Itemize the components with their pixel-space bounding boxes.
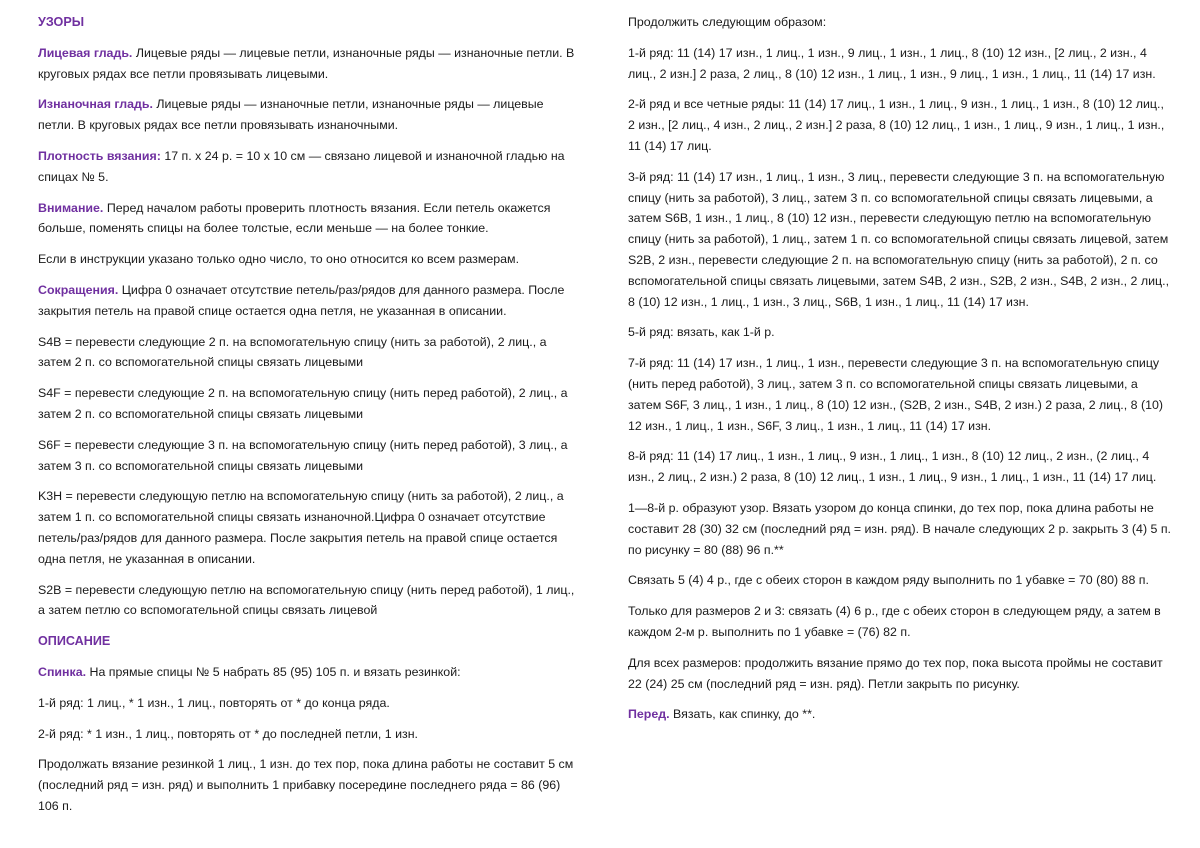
paragraph-row-1: 1-й ряд: 11 (14) 17 изн., 1 лиц., 1 изн., 9 лиц., 1 изн., 1 лиц., 8 (10) 12 изн., [2 лиц., 2 изн., 4 лиц., 2 изн.] 2 раза, 2 лиц., 8 (10) 12 изн., 1 лиц., 1 изн., 9 лиц., 1 изн., 1 лиц., 11 (14) 17 изн.: [628, 45, 1156, 81]
term-front: Перед.: [628, 707, 670, 722]
paragraph-abbreviations: [38, 280, 578, 322]
paragraph-pattern-repeat: 1—8-й р. образуют узор. Вязать узором до конца спинки, до тех пор, пока длина работы не составит 28 (30) 32 см (последний ряд = изн. ряд). В начале следующих 2 р. закрыть 3 (4) 5 п. по рисунку = 80 (88) 96 п.**: [628, 500, 1171, 557]
term-abbreviations: Сокращения.: [38, 282, 119, 297]
text-abbreviations: Цифра 0 означает отсутствие петель/раз/рядов для данного размера. После закрытия петель на правой спице остается одна петля, не указанная в описании.: [38, 282, 565, 318]
heading-description: ОПИСАНИЕ: [38, 634, 111, 649]
paragraph-stockinette: [38, 43, 578, 85]
text-back: На прямые спицы № 5 набрать 85 (95) 105 п. и вязать резинкой:: [86, 664, 461, 679]
text-attention: Перед началом работы проверить плотность вязания. Если петель окажется больше, поменять спицы на более толстые, если меньше — на более тонкие.: [38, 200, 551, 236]
paragraph-continue: Продолжить следующим образом:: [628, 15, 827, 29]
paragraph-s6f: S6F = перевести следующие 3 п. на вспомогательную спицу (нить перед работой), 3 лиц., а затем 3 п. со вспомогательной спицы связать лицевыми: [38, 437, 568, 473]
paragraph-s4f: S4F = перевести следующие 2 п. на вспомогательную спицу (нить перед работой), 2 лиц., а затем 2 п. со вспомогательной спицы связать лицевыми: [38, 386, 568, 421]
text-reverse-stockinette: Лицевые ряды — изнаночные петли, изнаночные ряды — лицевые петли. В круговых рядах все петли провязывать изнаночными.: [38, 97, 544, 133]
paragraph-rib-row-2: 2-й ряд: * 1 изн., 1 лиц., повторять от * до последней петли, 1 изн.: [38, 726, 418, 741]
paragraph-row-2: 2-й ряд и все четные ряды: 11 (14) 17 лиц., 1 изн., 1 лиц., 9 изн., 1 лиц., 1 изн., 8 (10) 12 лиц., 2 изн., [2 лиц., 4 изн., 2 лиц., 2 изн.] 2 раза, 8 (10) 12 лиц., 1 изн., 1 лиц., 9 изн., 1 лиц., 1 изн., 11 (14) 17 лиц.: [628, 97, 1165, 153]
term-attention: Внимание.: [38, 200, 104, 215]
paragraph-front: [628, 704, 1173, 725]
paragraph-row-7: 7-й ряд: 11 (14) 17 изн., 1 лиц., 1 изн., перевести следующие 3 п. на вспомогательную спицу (нить перед работой), 3 лиц., затем 3 п. со вспомогательной спицы связать лицевыми, а затем S6F, 3 лиц., 1 изн., 1 лиц., 8 (10) 12 изн., (S2B, 2 изн., S4B, 2 изн.) 2 раза, 2 лиц., 8 (10) 12 изн., 1 лиц., 1 изн., S6F, 3 лиц., 1 изн., 1 лиц., 11 (14) 17 изн.: [628, 356, 1163, 433]
left-column: [38, 12, 578, 827]
paragraph-all-sizes: Для всех размеров: продолжить вязание прямо до тех пор, пока высота проймы не составит 22 (24) 25 см (последний ряд = изн. ряд). Петли закрыть по рисунку.: [628, 655, 1163, 691]
paragraph-decrease: Связать 5 (4) 4 р., где с обеих сторон в каждом ряду выполнить по 1 убавке = 70 (80) 88 п.: [628, 573, 1149, 588]
paragraph-sizes-2-3: Только для размеров 2 и 3: связать (4) 6 р., где с обеих сторон в следующем ряду, а затем в каждом 2-м р. выполнить по 1 убавке = (76) 82 п.: [628, 604, 1161, 639]
right-column: [628, 12, 1173, 735]
paragraph-back: [38, 662, 578, 683]
text-gauge: 17 п. х 24 р. = 10 х 10 см — связано лицевой и изнаночной гладью на спицах № 5.: [38, 148, 565, 184]
paragraph-s4b: S4B = перевести следующие 2 п. на вспомогательную спицу (нить за работой), 2 лиц., а затем 2 п. со вспомогательной спицы связать лицевыми: [38, 334, 547, 370]
paragraph-s2b: S2B = перевести следующую петлю на вспомогательную спицу (нить перед работой), 1 лиц., а затем петлю со вспомогательной спицы связать лицевой: [38, 582, 575, 618]
paragraph-row-8: 8-й ряд: 11 (14) 17 лиц., 1 изн., 1 лиц., 9 изн., 1 лиц., 1 изн., 8 (10) 12 лиц., 2 изн., (2 лиц., 4 изн., 2 лиц., 2 изн.) 2 раза, 8 (10) 12 лиц., 1 изн., 1 лиц., 9 изн., 1 лиц., 1 изн., 11 (14) 17 лиц.: [628, 449, 1157, 485]
heading-patterns: УЗОРЫ: [38, 15, 85, 29]
paragraph-k3h: K3H = перевести следующую петлю на вспомогательную спицу (нить за работой), 2 лиц., а затем 1 п. со вспомогательной спицы связать изнаночной.Цифра 0 означает отсутствие петель/раз/рядов для данного размера. После закрытия петель на правой спице остается одна петля, не указанная в описании.: [38, 489, 564, 566]
text-front: Вязать, как спинку, до **.: [669, 707, 816, 722]
paragraph-rib-continue: Продолжать вязание резинкой 1 лиц., 1 изн. до тех пор, пока длина работы не составит 5 см (последний ряд = изн. ряд) и выполнить 1 прибавку посередине последнего ряда = 86 (96) 106 п.: [38, 757, 574, 813]
paragraph-row-3: 3-й ряд: 11 (14) 17 изн., 1 лиц., 1 изн., 3 лиц., перевести следующие 3 п. на вспомогательную спицу (нить за работой), 3 лиц., затем 3 п. со вспомогательной спицы связать лицевыми, а затем S6B, 1 изн., 1 лиц., 8 (10) 12 изн., перевести следующую петлю на вспомогательную спицу (нить за работой), 1 лиц., затем 1 п. со вспомогательной спицы связать лицевой, затем S2B, 2 изн., перевести следующие 2 п. на вспомогательную спицу (нить за работой), 2 п. со вспомогательной спицы связать лицевыми, затем S4B, 2 изн., S2B, 2 изн., S4B, 2 изн., 2 лиц., 8 (10) 12 изн., 1 лиц., 1 изн., 3 лиц., S6B, 1 изн., 1 лиц., 11 (14) 17 изн.: [628, 169, 1170, 309]
paragraph-sizes-note: Если в инструкции указано только одно число, то оно относится ко всем размерам.: [38, 252, 520, 267]
text-stockinette: Лицевые ряды — лицевые петли, изнаночные ряды — изнаночные петли. В круговых рядах все петли провязывать лицевыми.: [38, 45, 575, 81]
term-back: Спинка.: [38, 664, 87, 679]
paragraph-reverse-stockinette: [38, 94, 578, 136]
term-reverse-stockinette: Изнаночная гладь.: [38, 97, 153, 112]
paragraph-row-5: 5-й ряд: вязать, как 1-й р.: [628, 325, 775, 340]
term-stockinette: Лицевая гладь.: [38, 45, 133, 60]
paragraph-gauge: [38, 146, 578, 188]
term-gauge: Плотность вязания:: [38, 148, 161, 163]
paragraph-rib-row-1: 1-й ряд: 1 лиц., * 1 изн., 1 лиц., повторять от * до конца ряда.: [38, 695, 390, 710]
paragraph-attention: [38, 198, 578, 240]
